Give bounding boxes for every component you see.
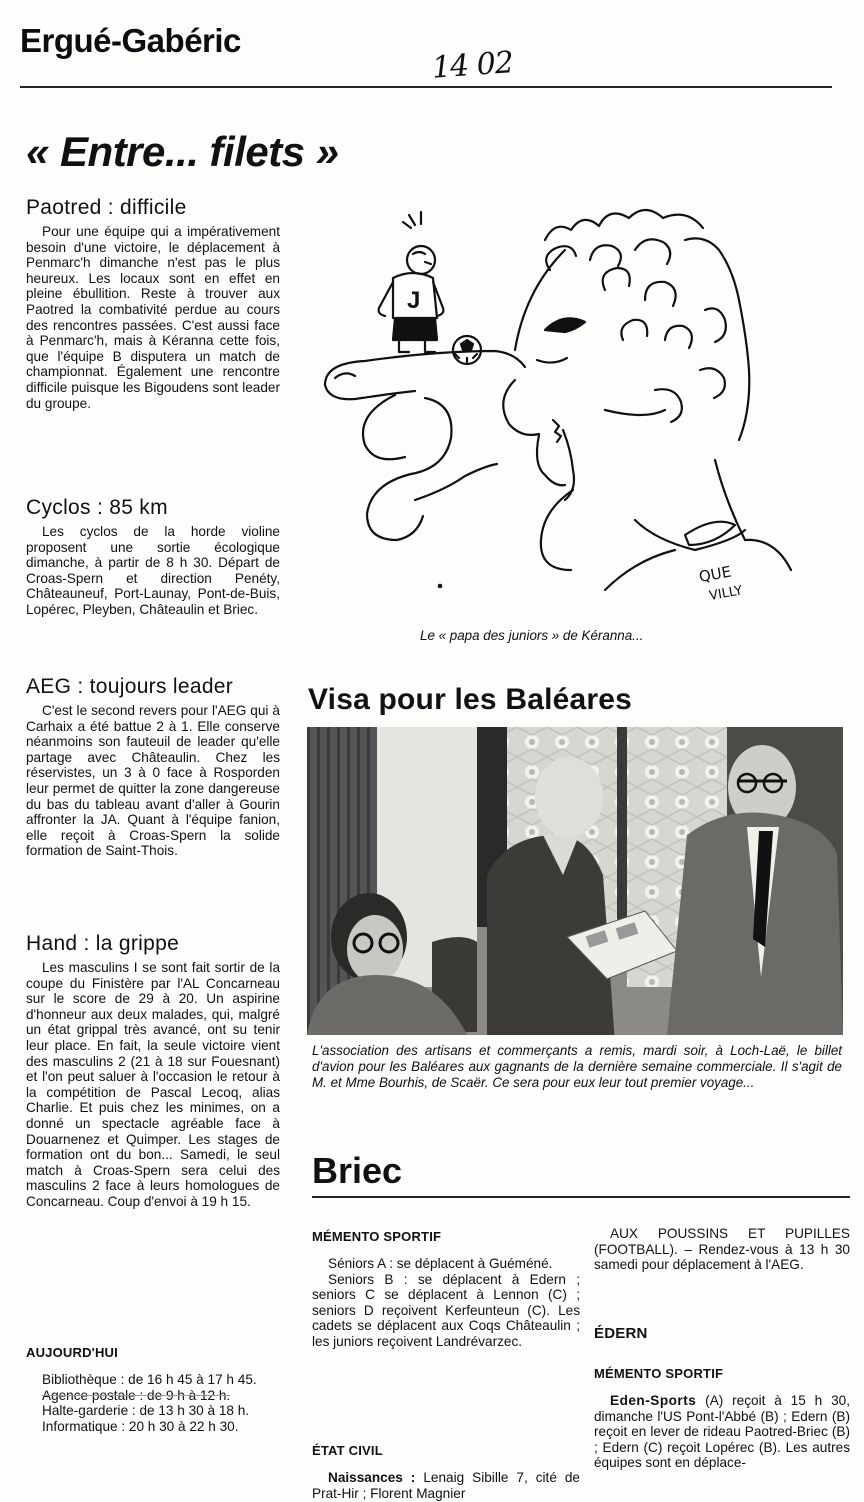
- article-section-aeg: [26, 675, 280, 859]
- section-title: Paotred : difficile: [26, 196, 187, 219]
- header-divider: [20, 86, 832, 88]
- page-section-title: Ergué-Gabéric: [20, 22, 241, 59]
- section-title: AEG : toujours leader: [26, 675, 234, 698]
- edern-title: ÉDERN: [594, 1325, 648, 1342]
- poussins-paragraph: AUX POUSSINS ET PUPILLES (FOOTBALL). – Rendez-vous à 13 h 30 samedi pour déplacement à l'AEG.: [594, 1226, 850, 1273]
- section-body: Pour une équipe qui a impérativement besoin d'une victoire, le déplacement à Penmarc'h dimanche n'est pas le plus heureux. Les locaux sont en effet en pleine ébullition. Reste à trouver aux Paotred la combativité perdue au cours des rencontres passées. C'est aussi face à Penmarc'h, mais à Kéranna cette fois, que l'équipe B disputera un match de championnat. Également une rencontre difficile puisque les Bigoudens sont leader du groupe.: [26, 224, 280, 411]
- article-section-hand: [26, 932, 280, 1210]
- section-title: Cyclos : 85 km: [26, 496, 168, 519]
- naissances-label: Naissances :: [328, 1470, 416, 1485]
- artist-signature: QUE: [697, 562, 733, 586]
- visa-headline: Visa pour les Baléares: [308, 683, 633, 716]
- briec-etat-civil: [312, 1443, 580, 1501]
- aujourdhui-title: AUJOURD'HUI: [26, 1345, 118, 1360]
- aujourdhui-item: Agence postale : de 9 h à 12 h.: [42, 1387, 231, 1403]
- section-body: C'est le second revers pour l'AEG qui à Carhaix a été battue 2 à 1. Elle conserve néanmoins son fauteuil de leader qu'elle partage avec Châteaulin. Chez les réservistes, un 3 à 0 face à Rosporden leur permet de quitter la zone dangereuse du bas du tableau avant d'aller à Gourin affronter la JA. Quant à l'équipe fanion, elle reçoit à Croas-Spern la solide formation de Saint-Thois.: [26, 703, 280, 859]
- briec-divider: [312, 1196, 850, 1198]
- news-photo: [307, 727, 843, 1035]
- main-headline: « Entre... filets »: [26, 128, 339, 175]
- handwritten-date-note: 14 02: [430, 45, 515, 86]
- eden-sports-label: Eden-Sports: [610, 1393, 697, 1408]
- section-title: Hand : la grippe: [26, 932, 180, 955]
- memento-paragraph: Séniors A : se déplacent à Guéméné.: [328, 1256, 553, 1271]
- photo-caption: L'association des artisans et commerçants a remis, mardi soir, à Loch-Laë, le billet d'avion pour les Baléares aux gagnants de la dernière semaine commerciale. Il s'agit de M. et Mme Bourhis, de Scaër. Ce sera pour eux leur tout premier voyage...: [312, 1043, 842, 1090]
- edern-section: [594, 1325, 850, 1471]
- section-body: Les cyclos de la horde violine proposent une sortie écologique dimanche, à partir de 8 h 30. Départ de Croas-Spern et direction Penéty, Châteauneuf, Port-Launay, Pont-de-Buis, Lopérec, Pleyben, Châteaulin et Briec.: [26, 524, 280, 617]
- etat-civil-paragraph: Naissances : Lenaig Sibille 7, cité de Prat-Hir ; Florent Magnier: [312, 1470, 580, 1501]
- memento-title: MÉMENTO SPORTIF: [312, 1229, 442, 1244]
- edern-memento-paragraph: Eden-Sports (A) reçoit à 15 h 30, dimanche l'US Pont-l'Abbé (B) ; Edern (B) reçoit en lever de rideau Paotred-Briec (B) ; Edern (C) reçoit Lopérec (B). Les autres équipes sont en déplace-: [594, 1393, 850, 1471]
- aujourdhui-box: [26, 1345, 280, 1434]
- memento-paragraph: Seniors B : se déplacent à Edern ; seniors C se déplacent à Lennon (C) ; seniors D reçoivent Kerfeunteun (C). Les cadets se déplacent aux Coqs Châteaulin ; les juniors reçoivent Landrévarzec.: [312, 1271, 580, 1349]
- footballer-figure-icon: [379, 212, 444, 352]
- svg-text:VILLY: VILLY: [708, 583, 744, 604]
- article-section-paotred: [26, 196, 280, 411]
- briec-memento: [312, 1229, 580, 1350]
- svg-text:J: J: [407, 287, 421, 314]
- briec-section-title: Briec: [312, 1150, 403, 1191]
- edern-memento-title: MÉMENTO SPORTIF: [594, 1366, 724, 1381]
- aujourdhui-item: Halte-garderie : de 13 h 30 à 18 h.: [42, 1403, 250, 1419]
- caricature-illustration: [305, 190, 855, 610]
- etat-civil-title: ÉTAT CIVIL: [312, 1443, 383, 1458]
- aujourdhui-item: Bibliothèque : de 16 h 45 à 17 h 45.: [42, 1372, 257, 1387]
- section-body: Les masculins I se sont fait sortir de la coupe du Finistère par l'AL Concarneau sur le score de 29 à 20. Un aspirine d'honneur aux deux malades, qui, malgré un état grippal très avancé, ont su tenir leur place. En fait, la seule victoire vient des masculins 2 (21 à 18 sur Fouesnant) et l'on peut saluer à l'occasion le retour à la compétition de Pascal Lecoq, alias Charlie. Et puis chez les minimes, on a donné un spectacle agréable face à Douarnenez et Quimper. Les stages de formation ont du bon... Samedi, le seul match à Croas-Spern sera celui des masculins 2 face à leurs homologues de Concarneau. Coup d'envoi à 19 h 15.: [26, 960, 280, 1209]
- briec-poussins: [594, 1226, 850, 1273]
- article-section-cyclos: [26, 496, 280, 618]
- aujourdhui-item: Informatique : 20 h 30 à 22 h 30.: [42, 1418, 239, 1434]
- cartoon-caption: Le « papa des juniors » de Kéranna...: [420, 628, 644, 643]
- football-icon: [453, 336, 481, 364]
